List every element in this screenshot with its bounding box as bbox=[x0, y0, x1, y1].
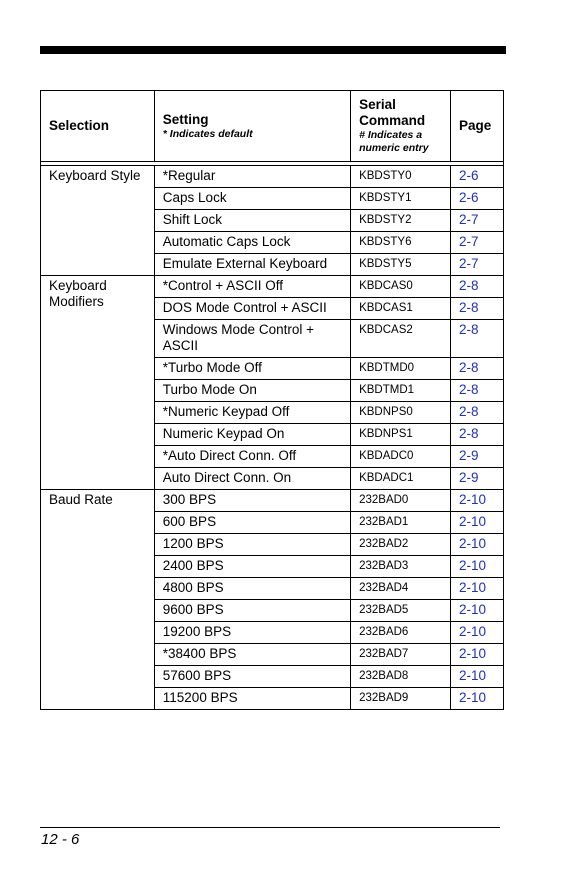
page-link[interactable]: 2-10 bbox=[450, 556, 503, 578]
serial-command-cell: KBDTMD1 bbox=[351, 380, 451, 402]
serial-command-cell: KBDSTY2 bbox=[351, 210, 451, 232]
setting-cell: 9600 BPS bbox=[154, 600, 350, 622]
serial-command-cell: KBDTMD0 bbox=[351, 358, 451, 380]
page-link[interactable]: 2-10 bbox=[450, 688, 503, 710]
page-link[interactable]: 2-7 bbox=[450, 254, 503, 276]
top-rule bbox=[40, 46, 506, 54]
setting-cell: Turbo Mode On bbox=[154, 380, 350, 402]
header-setting-note: * Indicates default bbox=[162, 127, 253, 140]
page-link[interactable]: 2-9 bbox=[450, 468, 503, 490]
page-link[interactable]: 2-10 bbox=[450, 512, 503, 534]
header-setting bbox=[154, 91, 350, 162]
setting-cell: 1200 BPS bbox=[154, 534, 350, 556]
serial-command-cell: 232BAD5 bbox=[351, 600, 451, 622]
serial-command-cell: KBDCAS2 bbox=[351, 320, 451, 358]
table-body bbox=[41, 166, 504, 710]
serial-command-cell: KBDSTY6 bbox=[351, 232, 451, 254]
page-link[interactable]: 2-6 bbox=[450, 166, 503, 188]
page-link[interactable]: 2-8 bbox=[450, 276, 503, 298]
setting-cell: 300 BPS bbox=[154, 490, 350, 512]
setting-cell: Numeric Keypad On bbox=[154, 424, 350, 446]
page-link[interactable]: 2-7 bbox=[450, 210, 503, 232]
setting-cell: *Auto Direct Conn. Off bbox=[154, 446, 350, 468]
header-setting-label: Setting bbox=[162, 111, 209, 127]
setting-cell: 600 BPS bbox=[154, 512, 350, 534]
serial-command-cell: 232BAD2 bbox=[351, 534, 451, 556]
page-link[interactable]: 2-8 bbox=[450, 402, 503, 424]
serial-command-cell: KBDADC1 bbox=[351, 468, 451, 490]
page-link[interactable]: 2-8 bbox=[450, 424, 503, 446]
setting-cell: *Numeric Keypad Off bbox=[154, 402, 350, 424]
serial-command-cell: 232BAD6 bbox=[351, 622, 451, 644]
table-row bbox=[41, 166, 504, 188]
page-link[interactable]: 2-10 bbox=[450, 644, 503, 666]
serial-command-cell: KBDADC0 bbox=[351, 446, 451, 468]
setting-cell: 19200 BPS bbox=[154, 622, 350, 644]
serial-command-cell: 232BAD9 bbox=[351, 688, 451, 710]
page-link[interactable]: 2-7 bbox=[450, 232, 503, 254]
header-serial-command bbox=[351, 91, 451, 162]
serial-command-table bbox=[40, 90, 504, 710]
header-selection: Selection bbox=[41, 91, 155, 162]
serial-command-cell: KBDSTY5 bbox=[351, 254, 451, 276]
serial-command-cell: KBDSTY0 bbox=[351, 166, 451, 188]
setting-cell: Emulate External Keyboard bbox=[154, 254, 350, 276]
page-link[interactable]: 2-10 bbox=[450, 534, 503, 556]
serial-command-cell: KBDNPS0 bbox=[351, 402, 451, 424]
serial-command-cell: 232BAD3 bbox=[351, 556, 451, 578]
setting-cell: 115200 BPS bbox=[154, 688, 350, 710]
page-link[interactable]: 2-8 bbox=[450, 358, 503, 380]
serial-command-cell: KBDCAS0 bbox=[351, 276, 451, 298]
table-row bbox=[41, 490, 504, 512]
selection-cell: Keyboard Style bbox=[41, 166, 155, 276]
page-link[interactable]: 2-10 bbox=[450, 490, 503, 512]
setting-cell: Automatic Caps Lock bbox=[154, 232, 350, 254]
setting-cell: 4800 BPS bbox=[154, 578, 350, 600]
setting-cell: *Turbo Mode Off bbox=[154, 358, 350, 380]
selection-cell: Baud Rate bbox=[41, 490, 155, 710]
page-link[interactable]: 2-8 bbox=[450, 380, 503, 402]
serial-command-cell: 232BAD7 bbox=[351, 644, 451, 666]
page-link[interactable]: 2-10 bbox=[450, 578, 503, 600]
setting-cell: *Regular bbox=[154, 166, 350, 188]
table-row bbox=[41, 276, 504, 298]
page-link[interactable]: 2-10 bbox=[450, 622, 503, 644]
bottom-rule bbox=[40, 827, 500, 828]
page-link[interactable]: 2-9 bbox=[450, 446, 503, 468]
page-link[interactable]: 2-10 bbox=[450, 666, 503, 688]
serial-command-cell: 232BAD4 bbox=[351, 578, 451, 600]
setting-cell: DOS Mode Control + ASCII bbox=[154, 298, 350, 320]
serial-command-cell: 232BAD0 bbox=[351, 490, 451, 512]
setting-cell: Caps Lock bbox=[154, 188, 350, 210]
setting-cell: 2400 BPS bbox=[154, 556, 350, 578]
serial-command-cell: KBDSTY1 bbox=[351, 188, 451, 210]
header-serial-label: Serial Command bbox=[359, 97, 426, 128]
header-page: Page bbox=[450, 91, 503, 162]
serial-command-cell: KBDCAS1 bbox=[351, 298, 451, 320]
setting-cell: Auto Direct Conn. On bbox=[154, 468, 350, 490]
serial-command-cell: 232BAD1 bbox=[351, 512, 451, 534]
selection-cell: Keyboard Modifiers bbox=[41, 276, 155, 490]
setting-cell: Shift Lock bbox=[154, 210, 350, 232]
setting-cell: *Control + ASCII Off bbox=[154, 276, 350, 298]
serial-command-cell: 232BAD8 bbox=[351, 666, 451, 688]
setting-cell: Windows Mode Control + ASCII bbox=[154, 320, 350, 358]
page-link[interactable]: 2-6 bbox=[450, 188, 503, 210]
page-link[interactable]: 2-10 bbox=[450, 600, 503, 622]
setting-cell: 57600 BPS bbox=[154, 666, 350, 688]
page-link[interactable]: 2-8 bbox=[450, 298, 503, 320]
table-header-row bbox=[41, 91, 504, 162]
header-serial-note: # Indicates a numeric entry bbox=[359, 129, 429, 154]
setting-cell: *38400 BPS bbox=[154, 644, 350, 666]
page-number: 12 - 6 bbox=[41, 831, 80, 848]
page-link[interactable]: 2-8 bbox=[450, 320, 503, 358]
serial-command-cell: KBDNPS1 bbox=[351, 424, 451, 446]
